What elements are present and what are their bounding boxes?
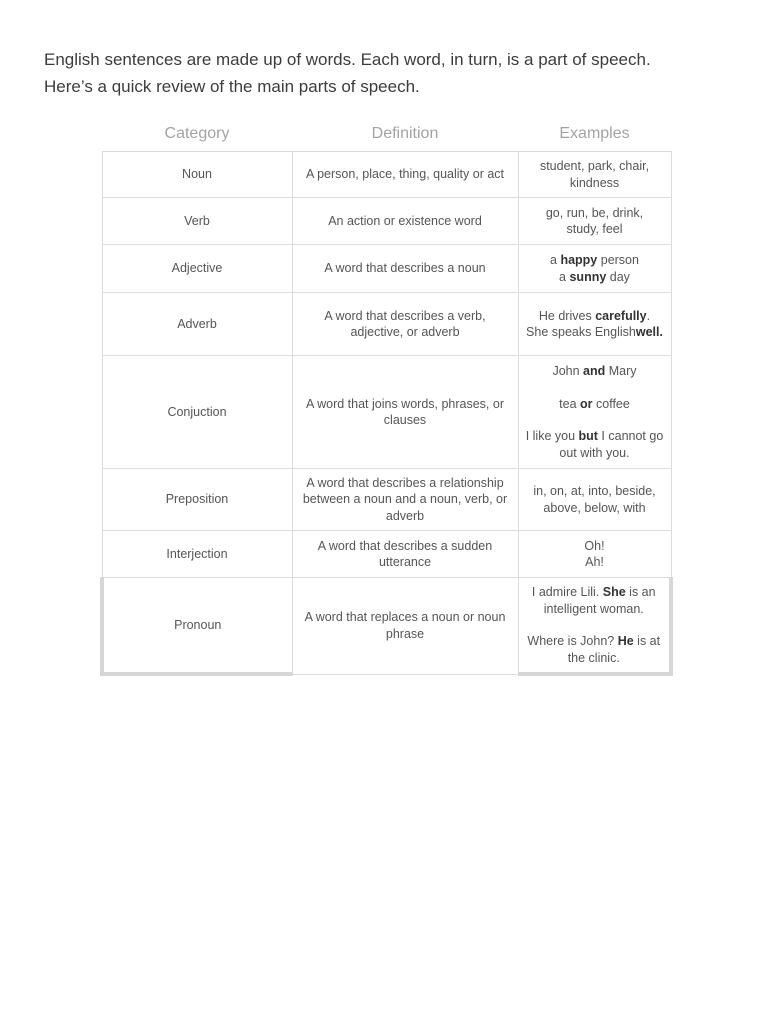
example-spacer bbox=[525, 617, 664, 633]
table-row-pronoun bbox=[102, 578, 671, 675]
highlighted-word: happy bbox=[560, 253, 598, 267]
header-definition: Definition bbox=[371, 125, 439, 143]
table-row-preposition bbox=[102, 469, 671, 531]
category-cell: Noun bbox=[102, 152, 292, 198]
examples-cell bbox=[518, 293, 671, 356]
table-row-interjection bbox=[102, 531, 671, 578]
table-row-adjective bbox=[102, 245, 671, 293]
highlighted-word: She bbox=[602, 585, 626, 599]
definition-cell: An action or existence word bbox=[292, 198, 518, 245]
category-cell: Preposition bbox=[102, 469, 292, 531]
example-sentence: a happy person bbox=[550, 253, 639, 267]
example-sentence: a sunny day bbox=[559, 269, 630, 284]
category-cell: Conjuction bbox=[102, 356, 292, 469]
highlighted-word: He bbox=[617, 634, 634, 648]
table-row-verb bbox=[102, 198, 671, 245]
table-row-conjunction bbox=[102, 356, 671, 469]
example-spacer bbox=[525, 380, 665, 396]
highlighted-word: but bbox=[578, 429, 598, 443]
example-sentence: He drives carefully. bbox=[538, 308, 651, 323]
example-line: student, park, chair, bbox=[539, 159, 650, 173]
example-sentence: Where is John? He is at the clinic. bbox=[527, 634, 661, 665]
table-row-noun bbox=[102, 152, 671, 198]
definition-cell: A word that describes a relationship between a noun and a noun, verb, or adverb bbox=[292, 469, 518, 531]
highlighted-word: or bbox=[580, 396, 593, 411]
highlighted-word: sunny bbox=[569, 269, 607, 284]
intro-text bbox=[44, 46, 734, 100]
category-cell: Interjection bbox=[102, 531, 292, 578]
definition-cell: A word that joins words, phrases, or clauses bbox=[292, 356, 518, 469]
category-cell: Adverb bbox=[102, 293, 292, 356]
example-line: Ah! bbox=[585, 555, 604, 569]
table-row-adverb bbox=[102, 293, 671, 356]
example-sentence: I admire Lili. She is an intelligent woman. bbox=[531, 585, 656, 616]
header-category: Category bbox=[164, 125, 230, 143]
example-line: in, on, at, into, beside, bbox=[533, 484, 656, 498]
category-cell: Verb bbox=[102, 198, 292, 245]
example-line: above, below, with bbox=[543, 500, 646, 515]
table-body bbox=[102, 152, 671, 675]
example-sentence: I like you but I cannot go out with you. bbox=[525, 429, 664, 460]
examples-cell bbox=[518, 578, 671, 675]
examples-cell bbox=[518, 245, 671, 293]
example-sentence: tea or coffee bbox=[559, 396, 630, 411]
category-cell: Adjective bbox=[102, 245, 292, 293]
example-line: Oh! bbox=[584, 538, 605, 553]
examples-cell bbox=[518, 152, 671, 198]
example-sentence: She speaks Englishwell. bbox=[526, 325, 663, 339]
example-line: study, feel bbox=[566, 222, 623, 236]
examples-cell bbox=[518, 469, 671, 531]
intro-line-2: Here’s a quick review of the main parts of speech. bbox=[44, 77, 420, 96]
definition-cell: A word that replaces a noun or noun phrase bbox=[292, 578, 518, 675]
example-line: kindness bbox=[569, 175, 620, 190]
highlighted-word: well. bbox=[635, 325, 663, 339]
example-spacer bbox=[525, 412, 665, 428]
highlighted-word: and bbox=[583, 364, 606, 378]
examples-cell bbox=[518, 198, 671, 245]
definition-cell: A word that describes a verb, adjective, or adverb bbox=[292, 293, 518, 356]
example-line: go, run, be, drink, bbox=[545, 205, 644, 220]
highlighted-word: carefully bbox=[595, 308, 647, 323]
examples-cell bbox=[518, 531, 671, 578]
definition-cell: A person, place, thing, quality or act bbox=[292, 152, 518, 198]
definition-cell: A word that describes a noun bbox=[292, 245, 518, 293]
example-sentence: John and Mary bbox=[552, 364, 637, 378]
header-examples: Examples bbox=[559, 125, 630, 143]
table-header bbox=[102, 118, 671, 152]
intro-line-1: English sentences are made up of words. Each word, in turn, is a part of speech. bbox=[44, 50, 651, 69]
definition-cell: A word that describes a sudden utterance bbox=[292, 531, 518, 578]
parts-of-speech-table bbox=[100, 118, 673, 676]
examples-cell bbox=[518, 356, 671, 469]
header-row bbox=[102, 118, 671, 152]
category-cell: Pronoun bbox=[102, 578, 292, 675]
